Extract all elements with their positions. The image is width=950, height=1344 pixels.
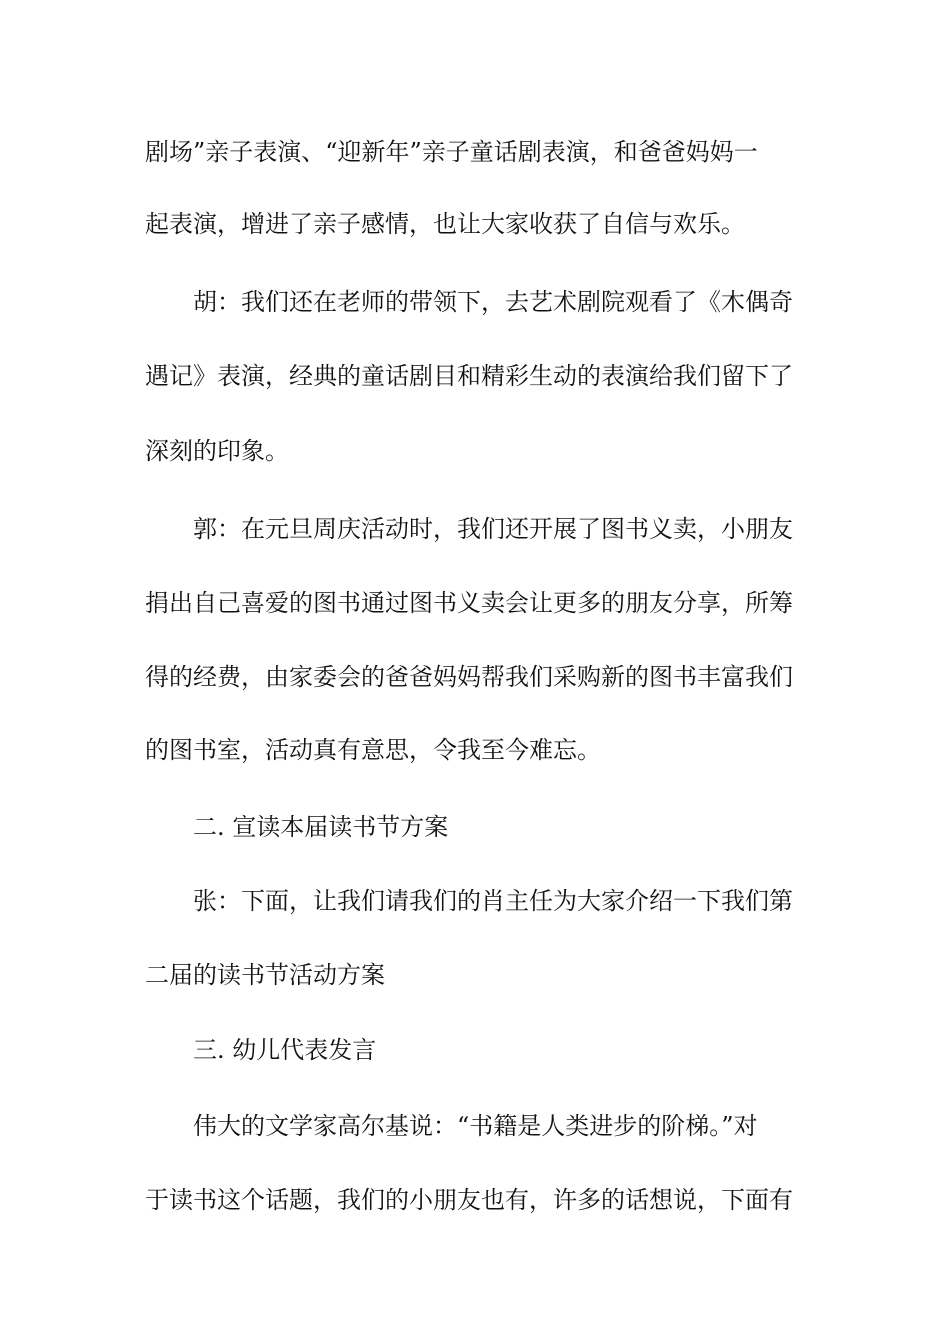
text-line: 起表演，增进了亲子感情，也让大家收获了自信与欢乐。	[145, 210, 745, 238]
text-line: 深刻的印象。	[145, 437, 289, 465]
paragraph-start-line: 张：下面，让我们请我们的肖主任为大家介绍一下我们第	[193, 887, 793, 915]
paragraph-start-line: 胡：我们还在老师的带领下，去艺术剧院观看了《木偶奇	[193, 288, 793, 316]
paragraph-start-line: 郭：在元旦周庆活动时，我们还开展了图书义卖，小朋友	[193, 515, 793, 543]
section-heading: 三. 幼儿代表发言	[193, 1036, 377, 1064]
text-line: 二届的读书节活动方案	[145, 961, 385, 989]
text-line: 的图书室，活动真有意思，令我至今难忘。	[145, 736, 601, 764]
text-line: 于读书这个话题，我们的小朋友也有，许多的话想说，下面有	[145, 1186, 793, 1214]
text-line: 遇记》表演，经典的童话剧目和精彩生动的表演给我们留下了	[145, 362, 793, 390]
text-line: 捐出自己喜爱的图书通过图书义卖会让更多的朋友分享，所筹	[145, 589, 793, 617]
text-line: 得的经费，由家委会的爸爸妈妈帮我们采购新的图书丰富我们	[145, 663, 793, 691]
paragraph-start-line: 伟大的文学家高尔基说：“书籍是人类进步的阶梯。”对	[193, 1112, 758, 1140]
text-line: 剧场”亲子表演、“迎新年”亲子童话剧表演，和爸爸妈妈一	[145, 138, 758, 166]
section-heading: 二. 宣读本届读书节方案	[193, 813, 449, 841]
